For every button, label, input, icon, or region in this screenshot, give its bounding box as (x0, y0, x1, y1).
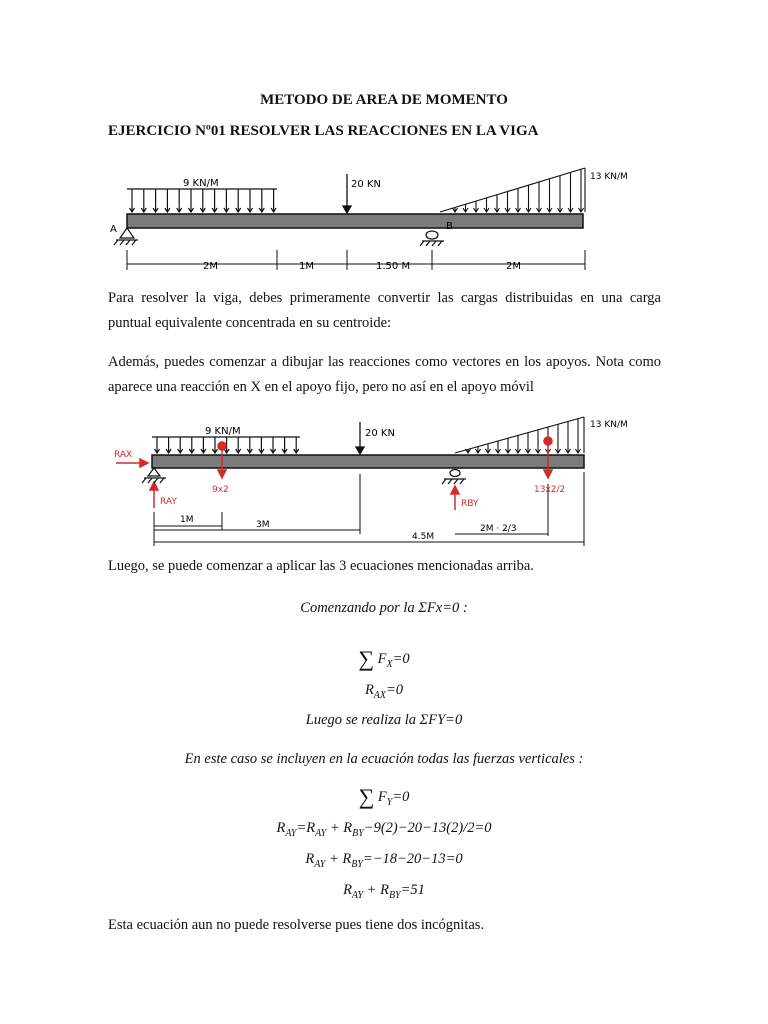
label-support-b: B (446, 221, 453, 232)
equation-start: Comenzando por la ΣFx=0 : (300, 600, 468, 616)
equation-fy-3: $R_{AY} + R_{BY}=51$ (343, 882, 425, 901)
sigma-symbol: ∑ (358, 646, 375, 671)
dim-label-2-2: 3M (256, 520, 270, 530)
reaction-by-arrow (451, 486, 459, 510)
equation-sum-fx: ∑ $F_X=0$ (358, 646, 410, 671)
roller-support-b-2 (442, 470, 466, 485)
equation-fy-1: $R_{AY}=R_{AY} + R_{BY}-9(2)-20-13(2)/2=0$ (276, 820, 492, 839)
equation-note: En este caso se incluyen en la ecuación todas las fuerzas verticales : (184, 751, 584, 767)
reaction-ay-arrow (150, 482, 158, 508)
roller-support-b (420, 231, 444, 246)
label-resultant-2: 13x2/2 (534, 485, 566, 495)
label-triangular-load-2: 13 KN/M (590, 420, 628, 430)
point-load-1 (343, 174, 351, 213)
dim-label-2: 1M (299, 261, 314, 272)
paragraph-1: Para resolver la viga, debes primeramente convertir las cargas distribuidas en una carga puntual equivalente concentrada en su centroide: (108, 290, 661, 331)
label-reaction-by: RBY (461, 499, 479, 509)
uniform-load-1 (127, 189, 277, 212)
reaction-ax-arrow (116, 459, 148, 467)
beam-diagram-2 (0, 412, 768, 552)
pin-support-a (114, 228, 138, 245)
beam-1 (127, 214, 583, 228)
dim-label-2-1: 1M (180, 515, 194, 525)
dim-label-2-4: 2M · 2/3 (480, 524, 517, 534)
dimension-lines-2 (154, 472, 584, 546)
label-uniform-load-2: 9 KN/M (205, 426, 241, 437)
equation-sum-fy: ∑ $F_Y=0$ (358, 784, 410, 809)
label-reaction-ax: RAX (114, 450, 133, 460)
triangular-load-2 (455, 417, 584, 453)
dim-label-4: 2M (506, 261, 521, 272)
page-title: METODO DE AREA DE MOMENTO (260, 92, 508, 108)
dim-label-3: 1.50 M (376, 261, 411, 272)
label-support-a: A (110, 224, 117, 235)
label-point-load-2: 20 KN (365, 428, 395, 439)
equation-fy-2: $R_{AY} + R_{BY}=-18-20-13=0$ (305, 851, 463, 870)
sigma-symbol-2: ∑ (358, 784, 375, 809)
paragraph-4: Esta ecuación aun no puede resolverse pues tiene dos incógnitas. (108, 917, 485, 933)
label-reaction-ay: RAY (160, 497, 177, 507)
dim-label-1: 2M (203, 261, 218, 272)
triangular-load-1 (440, 168, 585, 212)
equation-rax: $R_{AX}=0$ (364, 682, 404, 701)
equation-then: Luego se realiza la ΣFY=0 (305, 712, 463, 728)
label-triangular-load: 13 KN/M (590, 172, 628, 182)
dim-label-2-3: 4.5M (412, 532, 435, 542)
exercise-title: EJERCICIO Nº01 RESOLVER LAS REACCIONES EN LA VIGA (108, 123, 539, 139)
label-point-load: 20 KN (351, 179, 381, 190)
beam-diagram-1 (0, 160, 768, 280)
label-resultant-1: 9x2 (212, 485, 229, 495)
point-load-2 (356, 422, 364, 454)
paragraph-2: Además, puedes comenzar a dibujar las reacciones como vectores en los apoyos. Nota como aparece una reacción en X en el apoyo fijo, pero no así en el apoyo móvil (108, 354, 661, 395)
paragraph-3: Luego, se puede comenzar a aplicar las 3 ecuaciones mencionadas arriba. (108, 558, 534, 574)
label-uniform-load: 9 KN/M (183, 178, 219, 189)
beam-2 (152, 455, 584, 468)
